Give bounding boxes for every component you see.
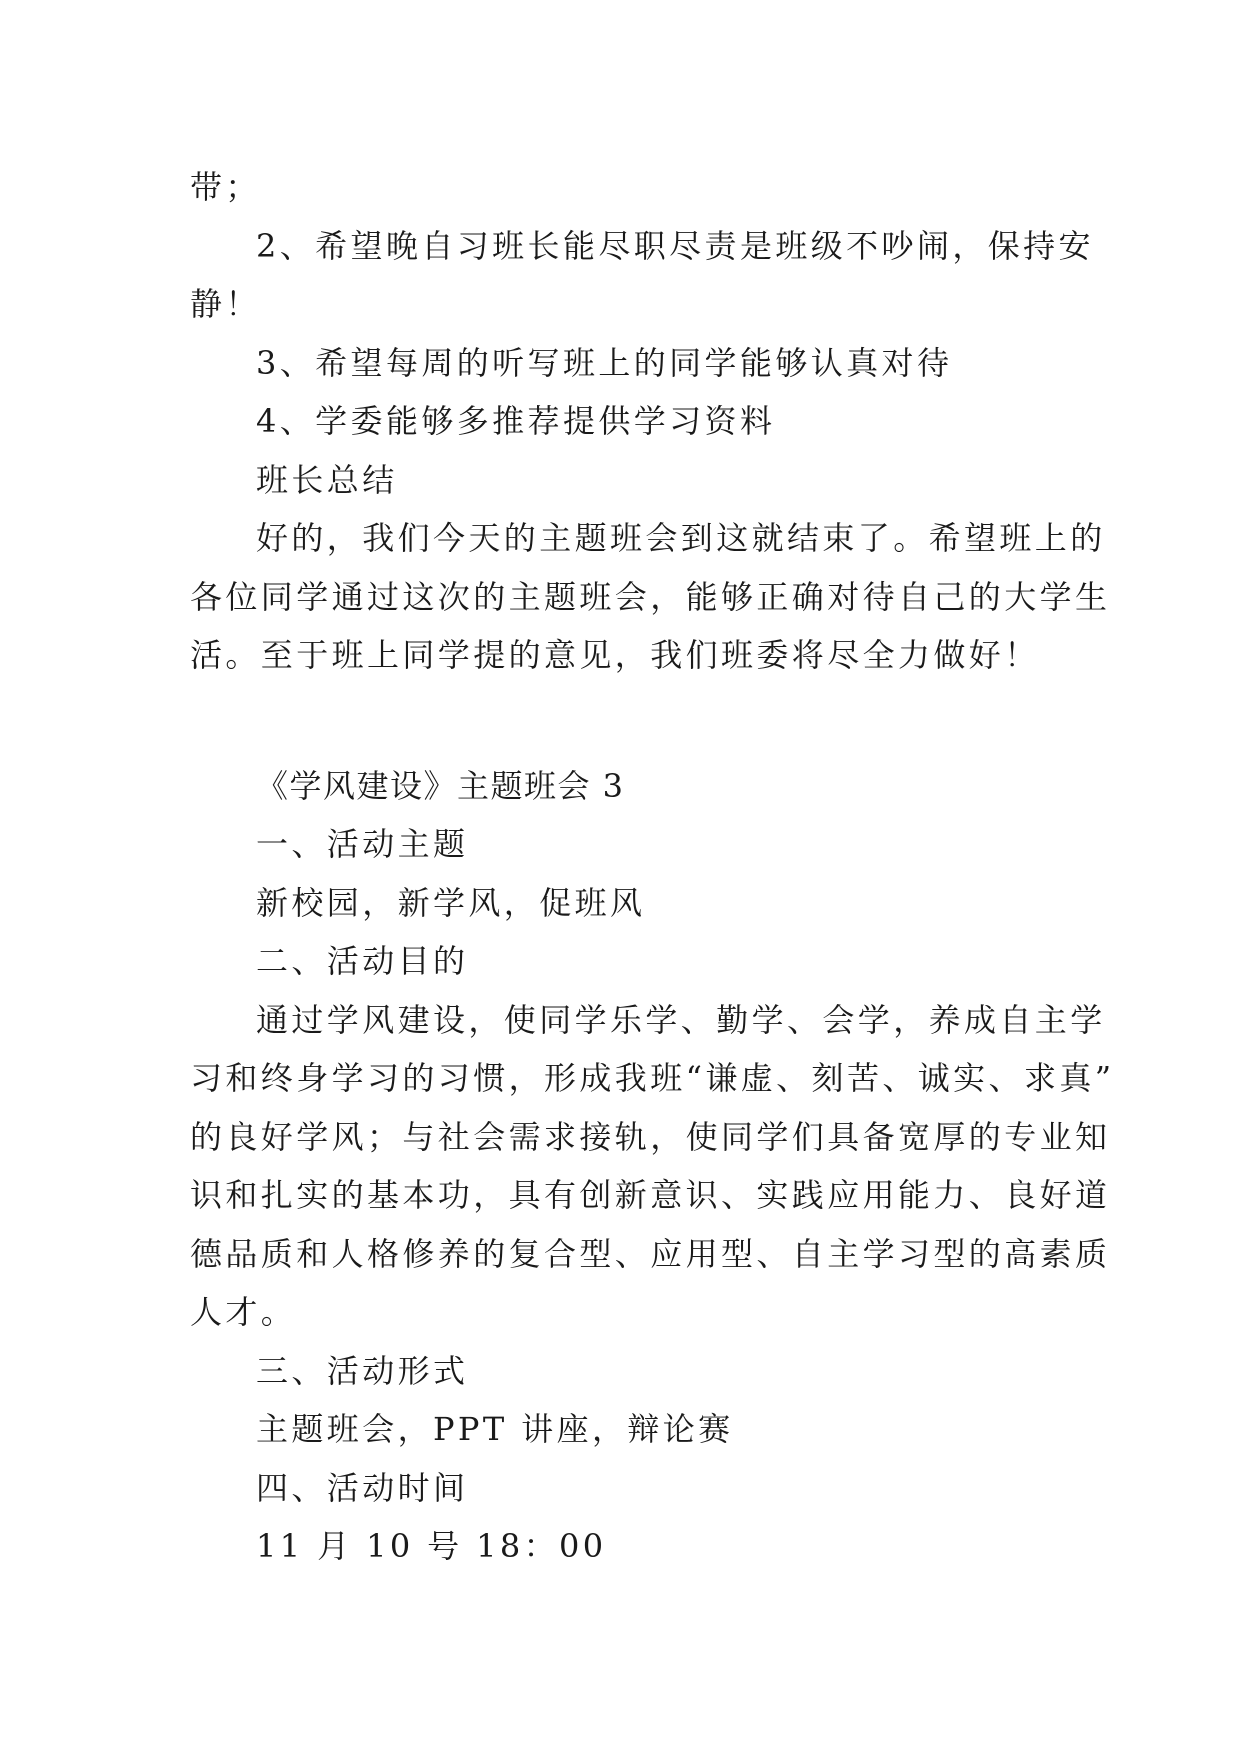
- text-line: 德品质和人格修养的复合型、应用型、自主学习型的高素质: [190, 1234, 1111, 1273]
- section-title: 《学风建设》主题班会 3: [256, 766, 625, 805]
- subheading: 三、活动形式: [256, 1351, 469, 1390]
- text-line: 11 月 10 号 18：00: [256, 1527, 607, 1565]
- document-body-part1: [190, 158, 1111, 685]
- text-line: 新校园，新学风，促班风: [256, 883, 646, 922]
- text-line: 习和终身学习的习惯，形成我班“谦虚、刻苦、诚实、求真”: [190, 1059, 1115, 1097]
- section-gap: [190, 685, 1056, 757]
- text-line: 2、希望晚自习班长能尽职尽责是班级不吵闹，保持安: [256, 226, 1094, 265]
- text-line: 通过学风建设，使同学乐学、勤学、会学，养成自主学: [256, 1000, 1106, 1039]
- text-line: 静！: [190, 285, 261, 323]
- subheading: 二、活动目的: [256, 942, 469, 980]
- subheading: 班长总结: [256, 460, 398, 499]
- text-line: 4、学委能够多推荐提供学习资料: [256, 402, 776, 440]
- subheading: 一、活动主题: [256, 825, 469, 863]
- text-line: 识和扎实的基本功，具有创新意识、实践应用能力、良好道: [190, 1176, 1111, 1214]
- text-line: 各位同学通过这次的主题班会，能够正确对待自己的大学生: [190, 577, 1111, 616]
- document-page: [190, 158, 1115, 1576]
- text-line: 主题班会，PPT 讲座，辩论赛: [256, 1410, 734, 1448]
- text-line: 好的，我们今天的主题班会到这就结束了。希望班上的: [256, 519, 1106, 557]
- text-line: 的良好学风；与社会需求接轨，使同学们具备宽厚的专业知: [190, 1117, 1111, 1156]
- text-line: 活。至于班上同学提的意见，我们班委将尽全力做好！: [190, 636, 1040, 674]
- subheading: 四、活动时间: [256, 1468, 469, 1507]
- document-body-part2: [190, 815, 1115, 1576]
- text-line: 人才。: [190, 1293, 297, 1331]
- text-line: 3、希望每周的听写班上的同学能够认真对待: [256, 343, 953, 382]
- text-line: 带；: [190, 168, 261, 206]
